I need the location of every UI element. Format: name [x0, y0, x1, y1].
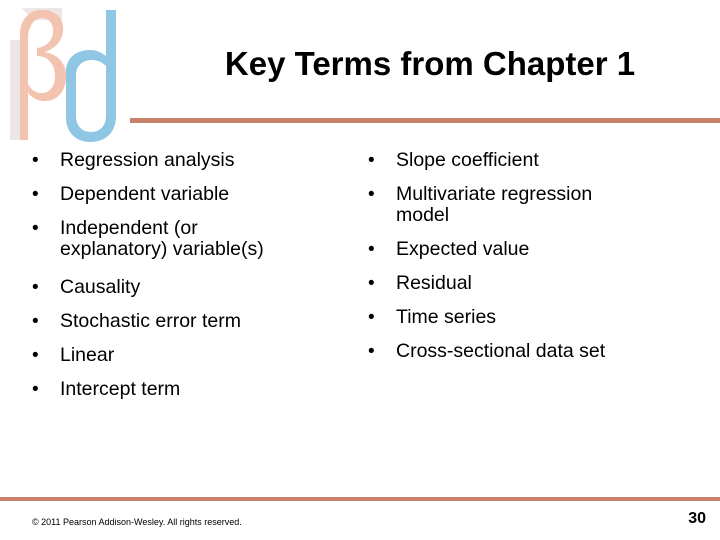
list-item: • Cross-sectional data set	[366, 341, 666, 362]
list-item: • Slope coefficient	[366, 150, 666, 171]
list-item: • Independent (or explanatory) variable(s)	[30, 218, 300, 260]
list-item: • Dependent variable	[30, 184, 330, 205]
list-item: • Regression analysis	[30, 150, 330, 171]
slide-title: Key Terms from Chapter 1	[224, 45, 636, 82]
list-item: • Expected value	[366, 239, 666, 260]
footer-divider	[0, 497, 720, 501]
publisher-logo	[2, 0, 130, 150]
title-divider	[130, 118, 720, 123]
list-item: • Linear	[30, 345, 330, 366]
list-item: • Residual	[366, 273, 666, 294]
page-number: 30	[688, 510, 706, 527]
copyright-notice: © 2011 Pearson Addison-Wesley. All rights reserved.	[32, 517, 242, 527]
right-term-list	[366, 150, 666, 362]
beta-logo-icon	[2, 0, 130, 150]
list-item: • Stochastic error term	[30, 311, 330, 332]
list-item: • Multivariate regression model	[366, 184, 646, 226]
list-item: • Intercept term	[30, 379, 330, 400]
list-item: • Causality	[30, 277, 330, 298]
left-term-list	[30, 150, 330, 400]
list-item: • Time series	[366, 307, 666, 328]
